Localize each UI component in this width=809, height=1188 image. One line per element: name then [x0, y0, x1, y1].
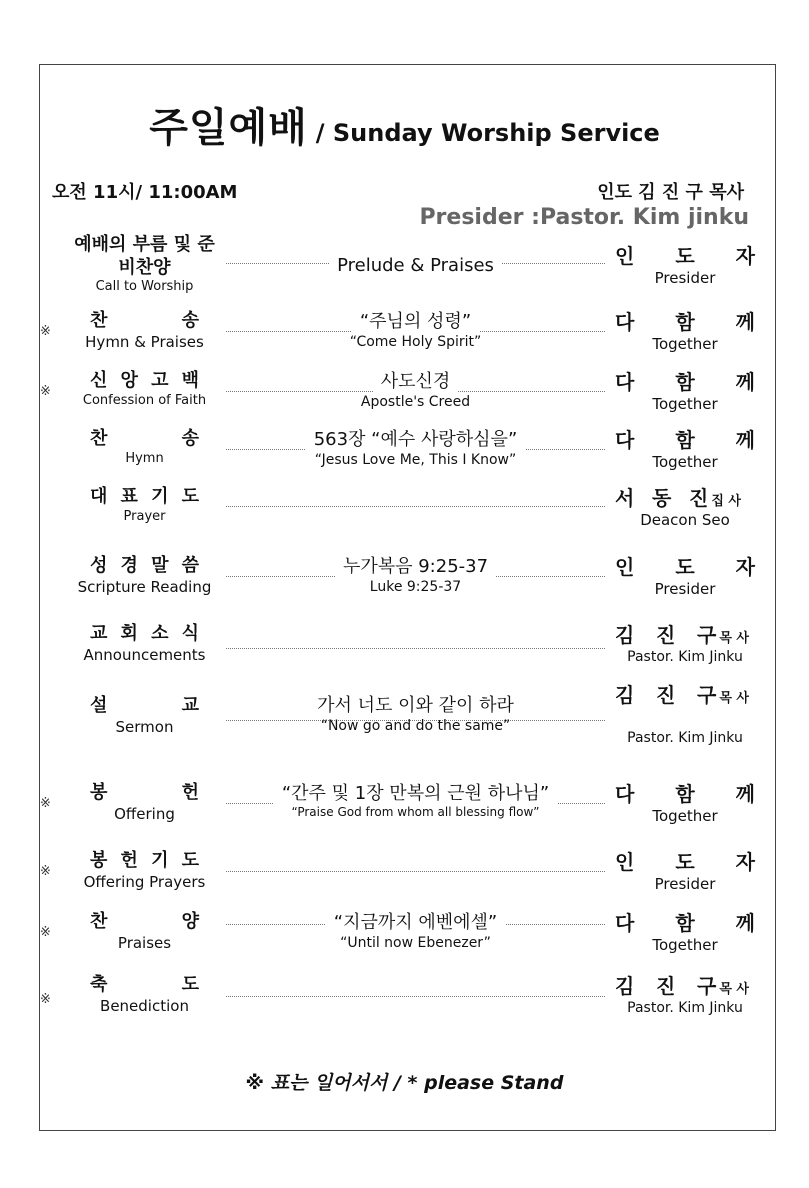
- order-leader-english: Together: [652, 395, 718, 413]
- order-content: [226, 370, 605, 412]
- order-label-english: Announcements: [83, 645, 206, 664]
- order-content-korean: 사도신경: [373, 370, 459, 393]
- order-leader-english: Presider: [654, 269, 716, 287]
- order-leader-korean: 다 함 께: [615, 310, 755, 334]
- order-label: [74, 310, 215, 352]
- order-label-english: Benediction: [100, 996, 189, 1015]
- order-label: [74, 695, 215, 737]
- order-label-english: Call to Worship: [95, 279, 194, 294]
- order-label: [74, 782, 215, 824]
- stand-marker: ※: [40, 864, 51, 879]
- order-leader-english: Deacon Seo: [640, 511, 730, 529]
- order-leader-english: Presider: [654, 580, 716, 598]
- order-label-english: Sermon: [115, 717, 174, 736]
- order-label-english: Confession of Faith: [82, 392, 207, 408]
- order-label-english: Prayer: [123, 508, 166, 524]
- stand-marker: ※: [40, 324, 51, 339]
- order-leader-english: Pastor. Kim Jinku: [627, 649, 743, 665]
- order-content-korean: “지금까지 에벤에셀”: [326, 911, 505, 934]
- order-leader-korean: 다 함 께: [615, 370, 755, 394]
- order-label-korean: 예배의 부름 및 준비찬양: [74, 234, 215, 278]
- order-leader-korean: 인 도 자: [615, 244, 755, 268]
- order-leader-korean: 인 도 자: [615, 555, 755, 579]
- stand-marker: ※: [40, 384, 51, 399]
- order-leader-korean: 다 함 께: [615, 428, 755, 452]
- order-leader-korean: 서 동 진 집 사: [615, 486, 741, 510]
- order-content-english: “Now go and do the same”: [320, 718, 511, 735]
- order-leader-english: Together: [652, 807, 718, 825]
- stand-note-footer: ※ 표는 일어서서 / * please Stand: [245, 1072, 564, 1094]
- order-label: [74, 623, 215, 665]
- order-content-korean: 가서 너도 이와 같이 하라: [309, 694, 522, 717]
- order-content-korean: “주님의 성령”: [352, 310, 479, 333]
- order-content: [226, 310, 605, 352]
- order-leader: [615, 974, 755, 1017]
- order-label: [74, 234, 215, 296]
- order-leader-english: Presider: [654, 875, 716, 893]
- order-leader-korean: 김 진 구 목 사: [615, 974, 749, 998]
- order-content-korean: Prelude & Praises: [329, 254, 502, 277]
- dotted-leader: [226, 871, 605, 872]
- order-leader-english: Pastor. Kim Jinku: [627, 730, 743, 746]
- order-leader: [615, 555, 755, 600]
- order-label-korean: 성 경 말 씀: [90, 555, 199, 576]
- title-korean: 주일예배: [149, 105, 308, 151]
- order-label: [74, 370, 215, 409]
- dotted-leader: [226, 996, 605, 997]
- order-leader-english: Together: [652, 335, 718, 353]
- order-label-korean: 축 도: [90, 974, 199, 995]
- order-leader: [615, 850, 755, 895]
- order-label-english: Scripture Reading: [77, 577, 212, 596]
- order-label-korean: 교 회 소 식: [90, 623, 199, 644]
- order-content: [226, 254, 605, 277]
- order-leader: [615, 370, 755, 415]
- order-label-english: Offering Prayers: [83, 872, 206, 891]
- order-leader: [615, 244, 755, 289]
- order-label: [74, 555, 215, 597]
- stand-marker: ※: [40, 992, 51, 1007]
- order-label-english: Offering: [114, 804, 175, 823]
- order-content-english: “Come Holy Spirit”: [349, 334, 482, 351]
- order-content: [226, 911, 605, 953]
- order-label: [74, 974, 215, 1016]
- service-presider-english: Presider :Pastor. Kim jinku: [419, 205, 749, 230]
- order-label-korean: 봉 헌 기 도: [90, 850, 199, 871]
- order-leader-english: Pastor. Kim Jinku: [627, 1000, 743, 1016]
- order-label: [74, 486, 215, 525]
- order-label-english: Hymn: [125, 450, 164, 466]
- order-content-english: Luke 9:25-37: [369, 579, 462, 596]
- stand-marker: ※: [40, 925, 51, 940]
- service-time: 오전 11시/ 11:00AM: [52, 182, 238, 203]
- order-content-english: “Praise God from whom all blessing flow”: [291, 805, 540, 820]
- order-leader-english: Together: [652, 453, 718, 471]
- order-content-english: “Until now Ebenezer”: [340, 935, 491, 952]
- order-content-english: “Jesus Love Me, This I Know”: [314, 452, 517, 469]
- order-content-korean: 누가복음 9:25-37: [335, 555, 496, 578]
- order-label-korean: 설 교: [90, 695, 199, 716]
- order-label-english: Hymn & Praises: [85, 332, 204, 351]
- order-label: [74, 911, 215, 953]
- stand-marker: ※: [40, 796, 51, 811]
- order-content: [226, 428, 605, 470]
- order-content-english: Apostle's Creed: [360, 394, 471, 411]
- dotted-leader: [226, 648, 605, 649]
- order-label-korean: 찬 송: [90, 310, 199, 331]
- order-content: [226, 694, 605, 736]
- order-leader: [615, 911, 755, 956]
- order-content: [226, 555, 605, 597]
- order-label-korean: 봉 헌: [90, 782, 199, 803]
- order-leader-korean: 인 도 자: [615, 850, 755, 874]
- order-label: [74, 850, 215, 892]
- order-leader-korean: 김 진 구 목 사: [615, 623, 749, 647]
- order-content: [226, 782, 605, 821]
- order-leader: [615, 310, 755, 355]
- title-english: / Sunday Worship Service: [315, 119, 660, 147]
- order-content-korean: “간주 및 1장 만복의 근원 하나님”: [274, 782, 557, 805]
- order-leader-korean: 다 함 께: [615, 782, 755, 806]
- order-leader: [615, 623, 755, 666]
- order-label-korean: 대 표 기 도: [90, 486, 199, 507]
- order-leader-english: Together: [652, 936, 718, 954]
- order-content-korean: 563장 “예수 사랑하심을”: [306, 428, 526, 451]
- service-leader-korean: 인도 김 진 구 목사: [597, 182, 744, 203]
- order-leader: [615, 683, 755, 747]
- order-leader-korean: 김 진 구 목 사: [615, 683, 749, 707]
- dotted-leader: [226, 506, 605, 507]
- order-label: [74, 428, 215, 467]
- order-label-korean: 신 앙 고 백: [90, 370, 199, 391]
- order-leader: [615, 428, 755, 473]
- order-label-english: Praises: [117, 933, 172, 952]
- order-label-korean: 찬 송: [90, 428, 199, 449]
- page-title: [0, 96, 809, 153]
- order-label-korean: 찬 양: [90, 911, 199, 932]
- order-leader-korean: 다 함 께: [615, 911, 755, 935]
- order-leader: [615, 486, 755, 531]
- order-leader: [615, 782, 755, 827]
